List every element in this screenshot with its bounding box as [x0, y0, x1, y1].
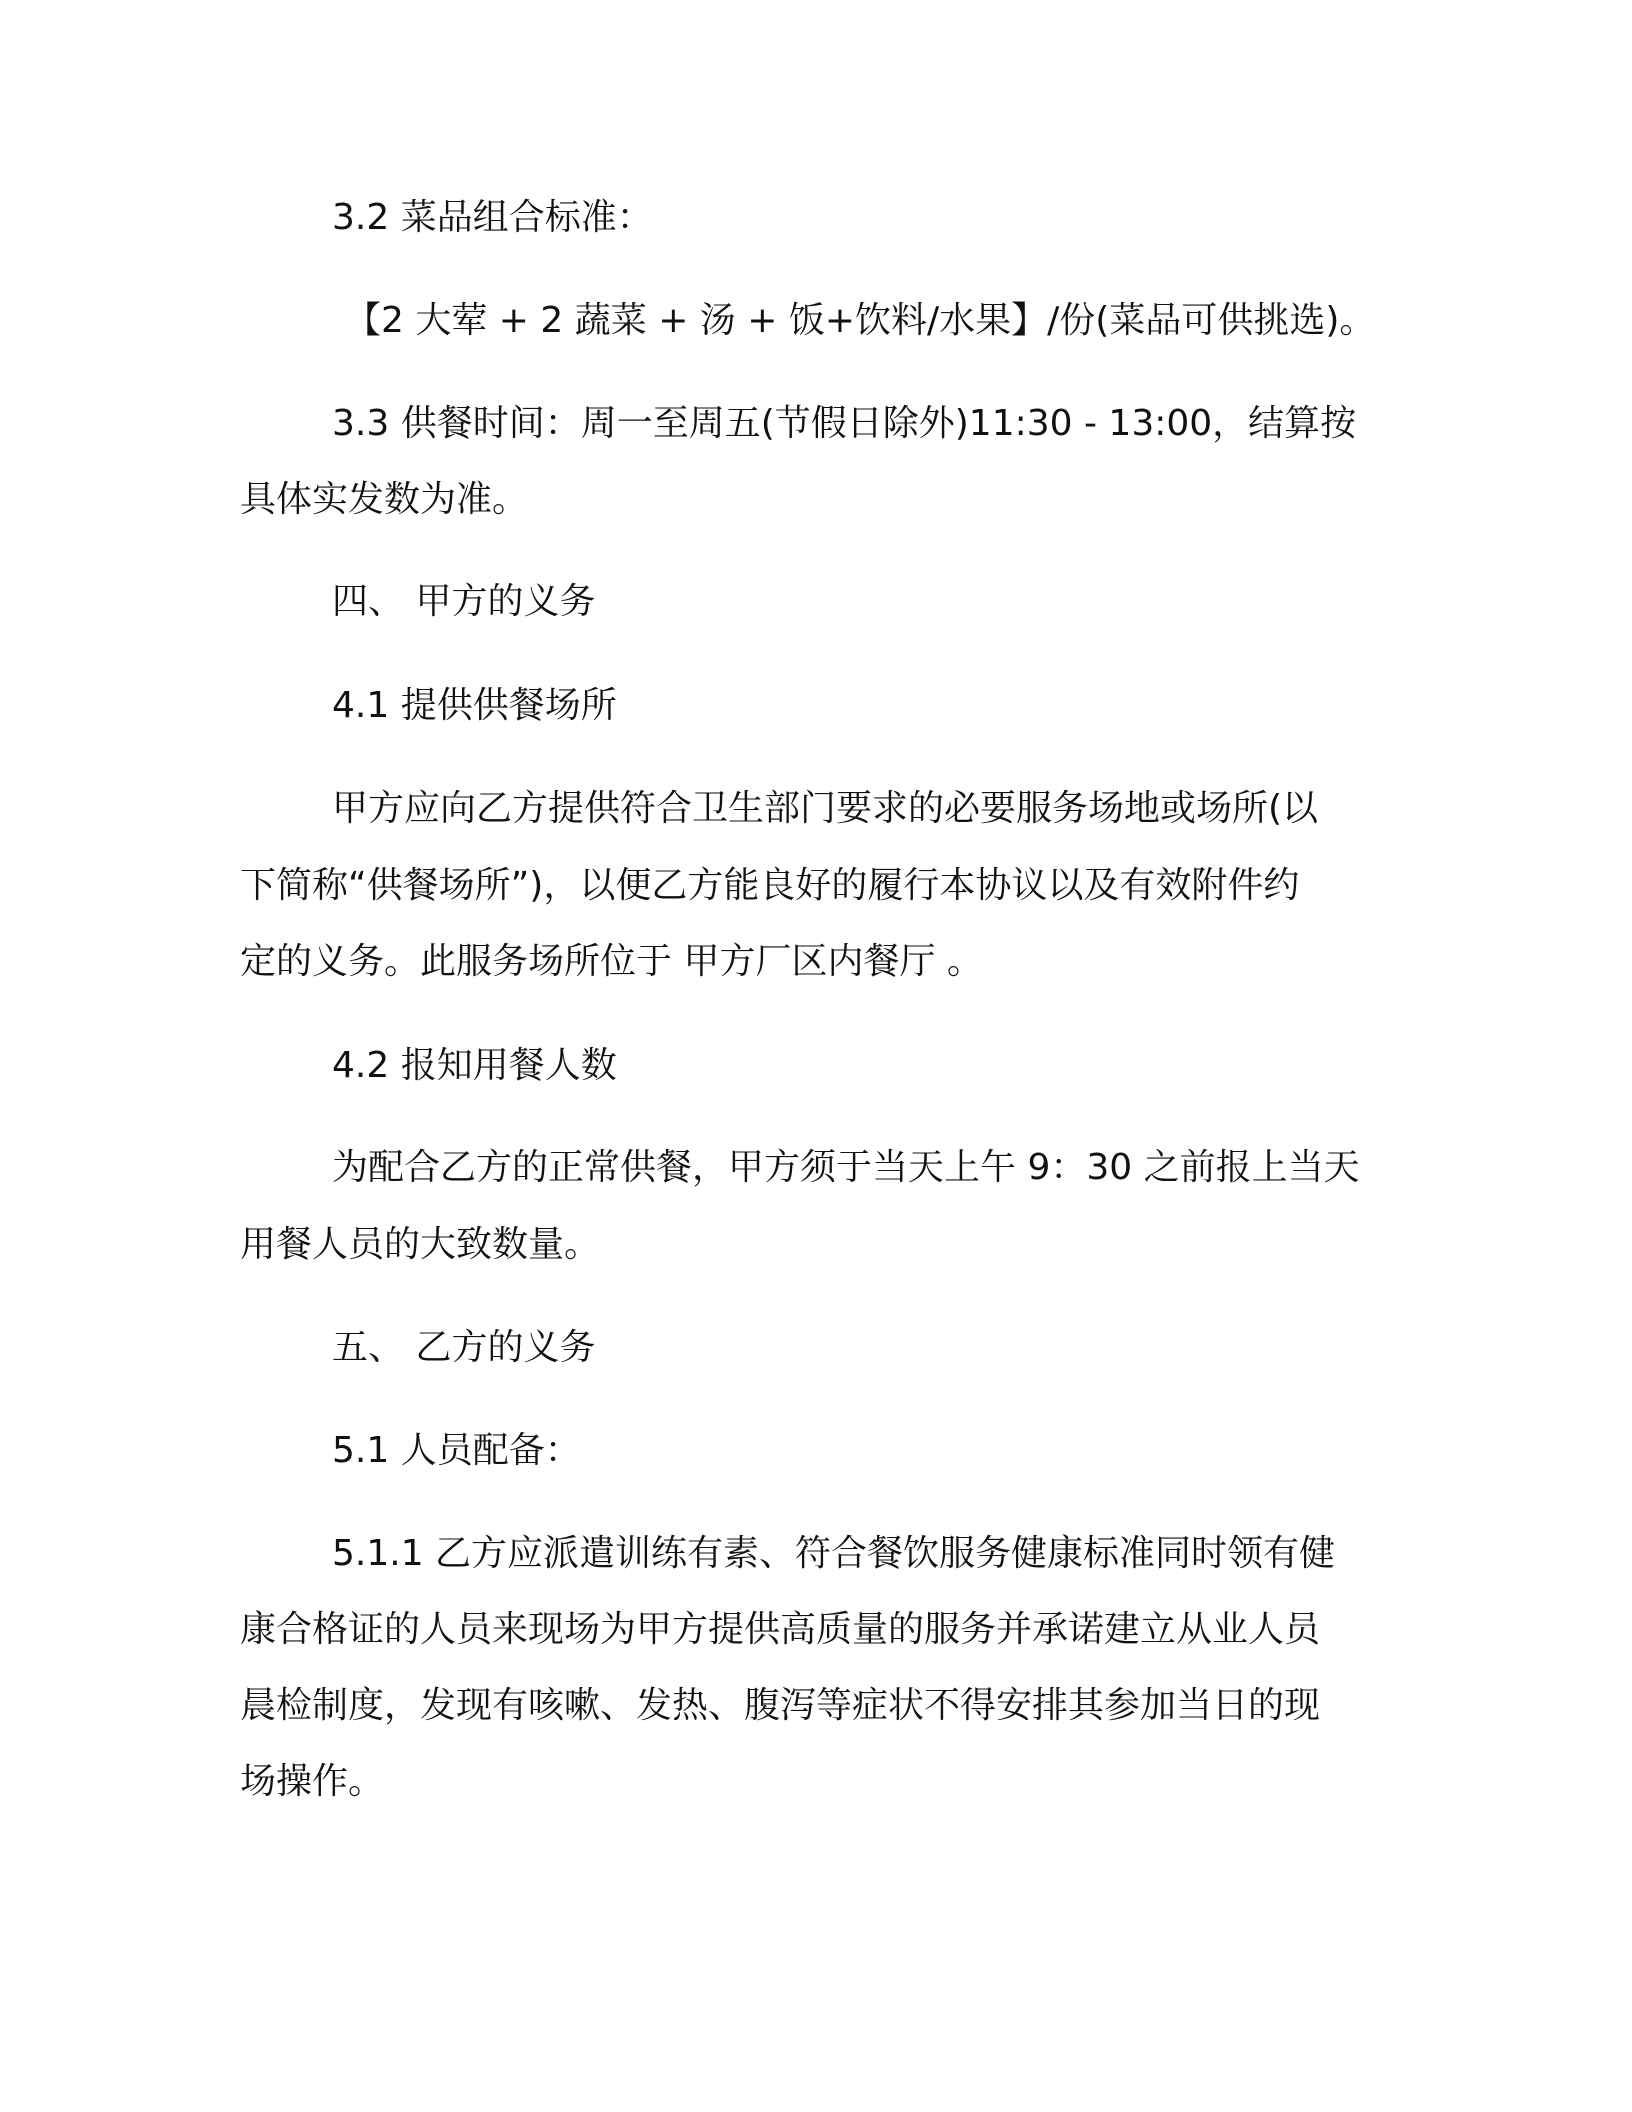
paragraph-4-1-line-1: 甲方应向乙方提供符合卫生部门要求的必要服务场地或场所(以: [332, 788, 1319, 829]
paragraph-4-2-line-1: 为配合乙方的正常供餐，甲方须于当天上午 9：30 之前报上当天: [332, 1147, 1360, 1188]
section-4-heading: 四、 甲方的义务: [332, 581, 596, 622]
paragraph-3-3-line-1: 3.3 供餐时间：周一至周五(节假日除外)11:30 - 13:00，结算按: [332, 403, 1357, 444]
paragraph-4-1-line-2: 下简称“供餐场所”)，以便乙方能良好的履行本协议以及有效附件约: [240, 865, 1300, 906]
heading-3-2: 3.2 菜品组合标准：: [332, 197, 653, 238]
paragraph-5-1-1-line-4: 场操作。: [240, 1761, 385, 1802]
paragraph-5-1-1-line-2: 康合格证的人员来现场为甲方提供高质量的服务并承诺建立从业人员: [240, 1609, 1321, 1650]
menu-combination-line: 【2 大荤 + 2 蔬菜 + 汤 + 饭+饮料/水果】/份(菜品可供挑选)。: [345, 300, 1376, 341]
heading-4-1: 4.1 提供供餐场所: [332, 685, 617, 726]
heading-5-1: 5.1 人员配备：: [332, 1430, 581, 1471]
paragraph-5-1-1-line-3: 晨检制度，发现有咳嗽、发热、腹泻等症状不得安排其参加当日的现: [240, 1685, 1321, 1726]
paragraph-5-1-1-line-1: 5.1.1 乙方应派遣训练有素、符合餐饮服务健康标准同时领有健: [332, 1533, 1336, 1574]
section-5-heading: 五、 乙方的义务: [332, 1327, 596, 1368]
paragraph-3-3-line-2: 具体实发数为准。: [240, 479, 529, 520]
paragraph-4-1-line-3: 定的义务。此服务场所位于 甲方厂区内餐厅 。: [240, 941, 983, 982]
paragraph-4-2-line-2: 用餐人员的大致数量。: [240, 1224, 601, 1265]
heading-4-2: 4.2 报知用餐人数: [332, 1045, 617, 1086]
